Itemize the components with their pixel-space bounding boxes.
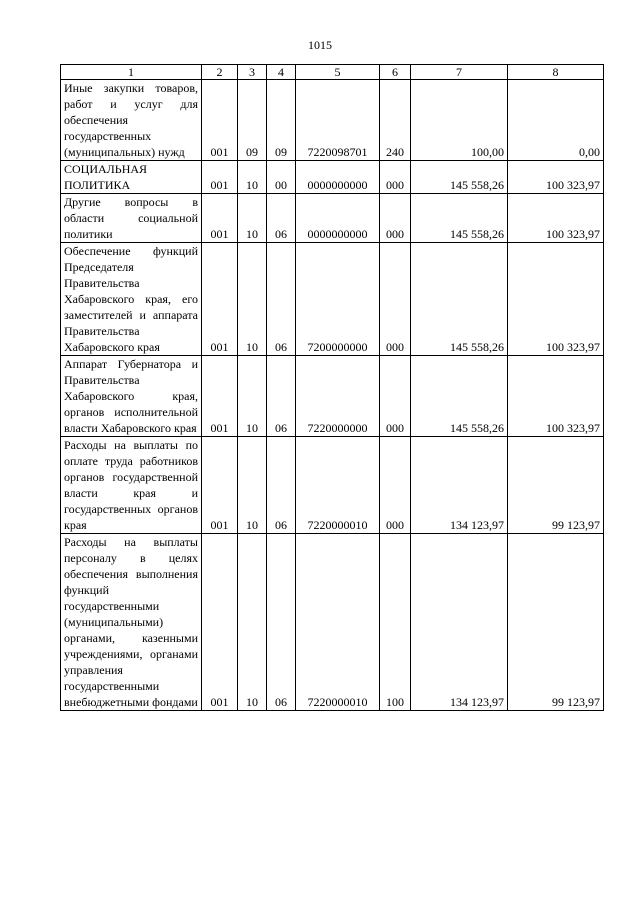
- page-number: 1015: [308, 38, 332, 52]
- row-name: Другие вопросы в области социальной политики: [61, 194, 202, 243]
- table-row: [61, 161, 604, 194]
- cell-target: 7220000000: [296, 356, 380, 437]
- column-header: 2: [202, 65, 238, 80]
- cell-amount-actual: 0,00: [508, 80, 604, 161]
- column-header: 4: [267, 65, 296, 80]
- cell-type: 000: [380, 161, 411, 194]
- cell-type: 000: [380, 437, 411, 534]
- column-header: 7: [411, 65, 508, 80]
- cell-subsection: 06: [267, 534, 296, 711]
- cell-subsection: 00: [267, 161, 296, 194]
- cell-subsection: 06: [267, 437, 296, 534]
- cell-amount-actual: 100 323,97: [508, 161, 604, 194]
- row-name: СОЦИАЛЬНАЯ ПОЛИТИКА: [61, 161, 202, 194]
- cell-section: 10: [238, 356, 267, 437]
- row-name: Расходы на выплаты по оплате труда работников органов государственной власти края и государственных органов края: [61, 437, 202, 534]
- cell-amount-planned: 145 558,26: [411, 194, 508, 243]
- cell-subsection: 06: [267, 194, 296, 243]
- cell-type: 100: [380, 534, 411, 711]
- table-row: [61, 194, 604, 243]
- cell-amount-actual: 100 323,97: [508, 194, 604, 243]
- cell-subsection: 06: [267, 356, 296, 437]
- row-name: Обеспечение функций Председателя Правительства Хабаровского края, его заместителей и аппарата Правительства Хабаровского края: [61, 243, 202, 356]
- cell-target: 7220098701: [296, 80, 380, 161]
- cell-section: 10: [238, 534, 267, 711]
- cell-target: 7220000010: [296, 534, 380, 711]
- cell-code: 001: [202, 437, 238, 534]
- cell-amount-planned: 134 123,97: [411, 437, 508, 534]
- cell-amount-planned: 100,00: [411, 80, 508, 161]
- table-row: [61, 80, 604, 161]
- cell-section: 10: [238, 161, 267, 194]
- cell-code: 001: [202, 243, 238, 356]
- table-row: [61, 243, 604, 356]
- cell-type: 240: [380, 80, 411, 161]
- cell-type: 000: [380, 243, 411, 356]
- cell-subsection: 09: [267, 80, 296, 161]
- cell-amount-actual: 99 123,97: [508, 437, 604, 534]
- cell-type: 000: [380, 194, 411, 243]
- cell-amount-actual: 100 323,97: [508, 243, 604, 356]
- column-header: 1: [61, 65, 202, 80]
- cell-code: 001: [202, 534, 238, 711]
- cell-code: 001: [202, 161, 238, 194]
- cell-target: 0000000000: [296, 194, 380, 243]
- table-row: [61, 437, 604, 534]
- cell-target: 7200000000: [296, 243, 380, 356]
- cell-section: 10: [238, 243, 267, 356]
- column-header: 5: [296, 65, 380, 80]
- column-header: 6: [380, 65, 411, 80]
- column-header: 8: [508, 65, 604, 80]
- column-number-row: [61, 65, 604, 80]
- cell-code: 001: [202, 80, 238, 161]
- cell-section: 09: [238, 80, 267, 161]
- cell-amount-planned: 134 123,97: [411, 534, 508, 711]
- cell-code: 001: [202, 194, 238, 243]
- row-name: Расходы на выплаты персоналу в целях обеспечения выполнения функций государственными (муниципальными) органами, казенными учреждениями, органами управления государственными внебюджетными фондами: [61, 534, 202, 711]
- cell-amount-planned: 145 558,26: [411, 161, 508, 194]
- cell-amount-planned: 145 558,26: [411, 243, 508, 356]
- cell-code: 001: [202, 356, 238, 437]
- cell-amount-planned: 145 558,26: [411, 356, 508, 437]
- cell-section: 10: [238, 437, 267, 534]
- row-name: Иные закупки товаров, работ и услуг для обеспечения государственных (муниципальных) нужд: [61, 80, 202, 161]
- cell-section: 10: [238, 194, 267, 243]
- cell-type: 000: [380, 356, 411, 437]
- budget-table: [60, 64, 604, 711]
- cell-amount-actual: 99 123,97: [508, 534, 604, 711]
- cell-amount-actual: 100 323,97: [508, 356, 604, 437]
- cell-target: 7220000010: [296, 437, 380, 534]
- table-row: [61, 356, 604, 437]
- cell-subsection: 06: [267, 243, 296, 356]
- row-name: Аппарат Губернатора и Правительства Хабаровского края, органов исполнительной власти Хабаровского края: [61, 356, 202, 437]
- column-header: 3: [238, 65, 267, 80]
- cell-target: 0000000000: [296, 161, 380, 194]
- table-row: [61, 534, 604, 711]
